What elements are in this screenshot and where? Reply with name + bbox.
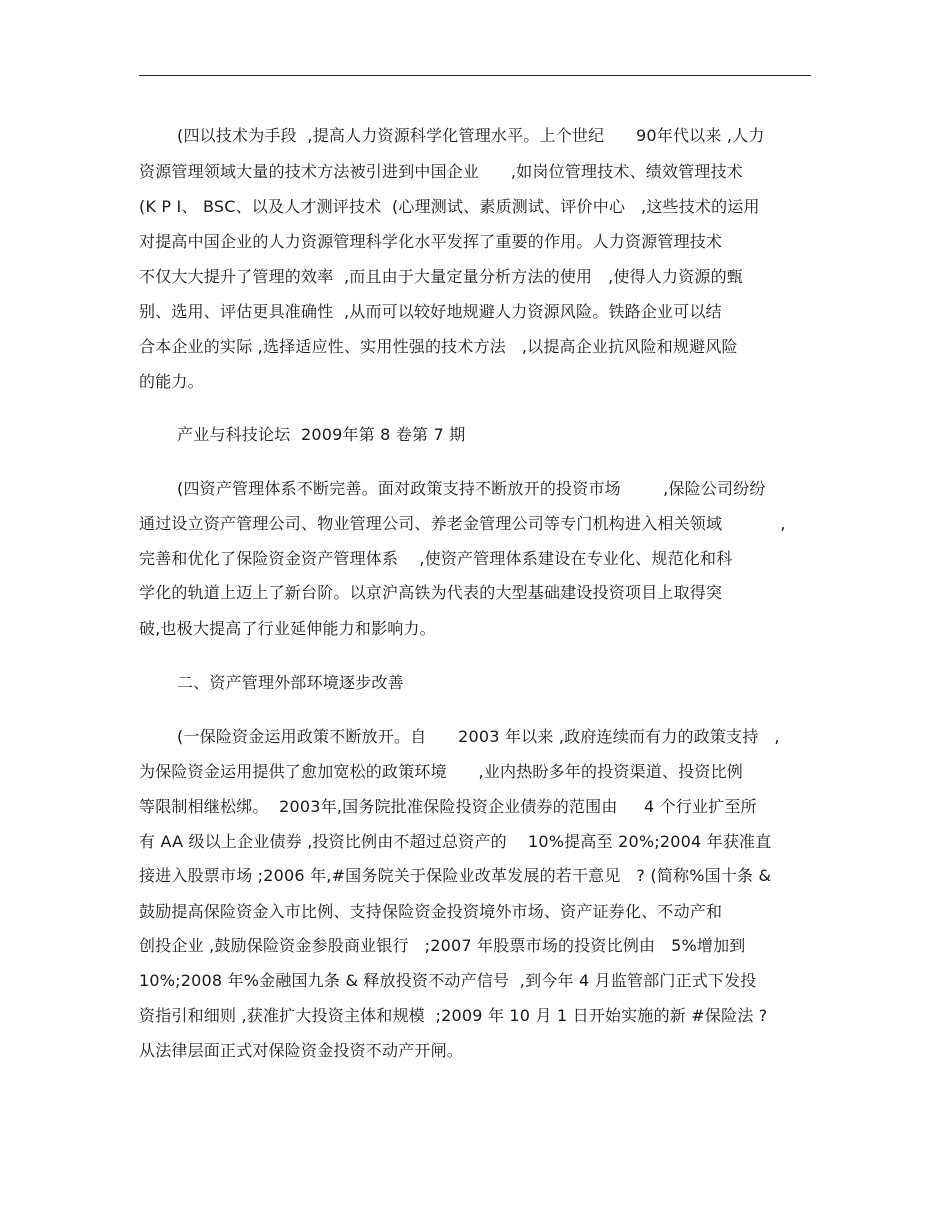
journal-line: 产业与科技论坛 2009年第 8 卷第 7 期: [177, 425, 466, 444]
paragraph-policy-line: 鼓励提高保险资金入市比例、支持保险资金投资境外市场、资产证券化、不动产和: [139, 902, 723, 921]
paragraph-asset-line: 学化的轨道上迈上了新台阶。以京沪高铁为代表的大型基础建设投资项目上取得突: [139, 583, 723, 602]
section-heading: 二、资产管理外部环境逐步改善: [177, 673, 404, 692]
paragraph-tech-line: 资源管理领域大量的技术方法被引进到中国企业 ,如岗位管理技术、绩效管理技术: [139, 162, 744, 181]
paragraph-tech-line: (四以技术为手段 ,提高人力资源科学化管理水平。上个世纪 90年代以来 ,人力: [177, 126, 765, 145]
paragraph-policy-line: 有 AA 级以上企业债券 ,投资比例由不超过总资产的 10%提高至 20%;2004 年获准直: [139, 832, 772, 851]
paragraph-tech-line: 的能力。: [139, 372, 204, 391]
paragraph-policy-line: 从法律层面正式对保险资金投资不动产开闸。: [139, 1041, 464, 1060]
paragraph-tech-line: 合本企业的实际 ,选择适应性、实用性强的技术方法 ,以提高企业抗风险和规避风险: [139, 337, 738, 356]
paragraph-policy-line: 接进入股票市场 ;2006 年,#国务院关于保险业改革发展的若干意见 ? (简称%国十条 &: [139, 866, 772, 885]
header-rule: [139, 75, 811, 76]
paragraph-policy-line: 10%;2008 年%金融国九条 & 释放投资不动产信号 ,到今年 4 月监管部门正式下发投: [139, 971, 757, 990]
paragraph-tech-line: 别、选用、评估更具准确性 ,从而可以较好地规避人力资源风险。铁路企业可以结: [139, 302, 722, 321]
paragraph-policy-line: 等限制相继松绑。 2003年,国务院批准保险投资企业债券的范围由 4 个行业扩至所: [139, 797, 757, 816]
paragraph-asset-line: 完善和优化了保险资金资产管理体系 ,使资产管理体系建设在专业化、规范化和科: [139, 549, 733, 568]
paragraph-policy-line: 创投企业 ,鼓励保险资金参股商业银行 ;2007 年股票市场的投资比例由 5%增加到: [139, 936, 746, 955]
paragraph-asset-line: (四资产管理体系不断完善。面对政策支持不断放开的投资市场 ,保险公司纷纷: [177, 479, 766, 498]
paragraph-tech-line: 不仅大大提升了管理的效率 ,而且由于大量定量分析方法的使用 ,使得人力资源的甄: [139, 267, 744, 286]
paragraph-policy-line: 资指引和细则 ,获准扩大投资主体和规模 ;2009 年 10 月 1 日开始实施的新 #保险法 ?: [139, 1006, 768, 1025]
paragraph-asset-line: 通过设立资产管理公司、物业管理公司、养老金管理公司等专门机构进入相关领域 ,: [139, 514, 786, 533]
paragraph-tech-line: (K P I、 BSC、以及人才测评技术 (心理测试、素质测试、评价中心 ,这些技术的运用: [139, 197, 760, 216]
paragraph-tech-line: 对提高中国企业的人力资源管理科学化水平发挥了重要的作用。人力资源管理技术: [139, 232, 723, 251]
paragraph-policy-line: 为保险资金运用提供了愈加宽松的政策环境 ,业内热盼多年的投资渠道、投资比例: [139, 762, 744, 781]
paragraph-policy-line: (一保险资金运用政策不断放开。自 2003 年以来 ,政府连续而有力的政策支持 ,: [177, 727, 780, 746]
paragraph-asset-line: 破,也极大提高了行业延伸能力和影响力。: [139, 619, 436, 638]
